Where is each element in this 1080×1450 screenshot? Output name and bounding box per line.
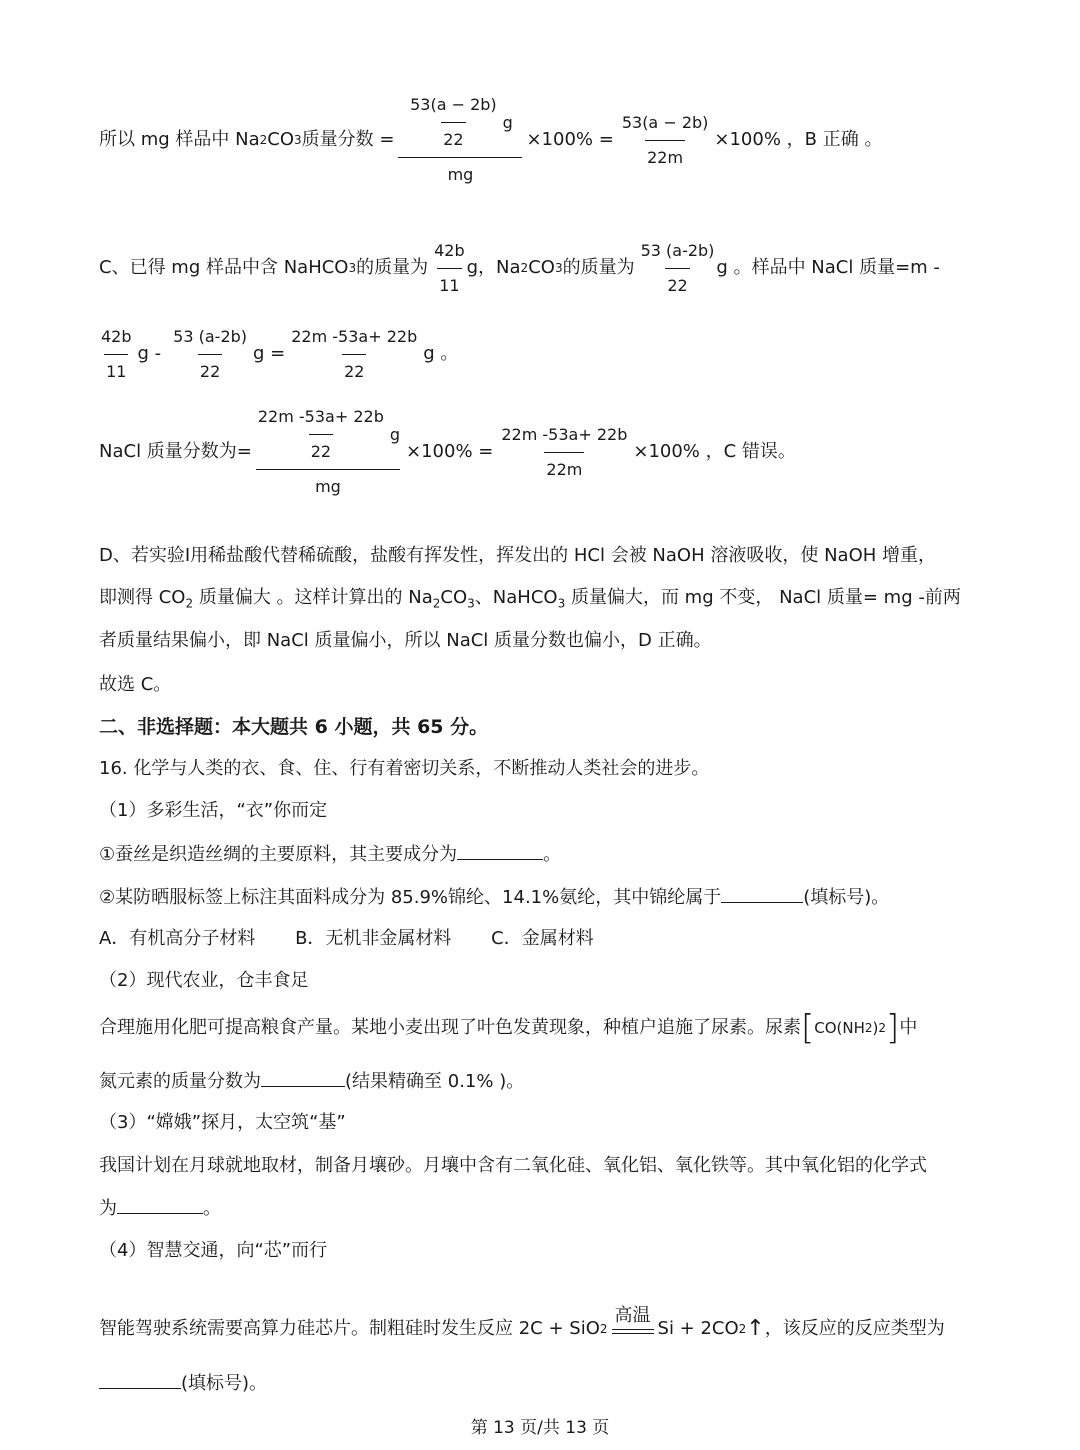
text: (填标号)。 [803, 887, 890, 908]
text: CO [528, 257, 555, 278]
sub: 2 [520, 261, 529, 275]
answer-blank[interactable] [457, 841, 543, 860]
den: 22 [309, 434, 333, 465]
text: 智能驾驶系统需要高算力硅芯片。制粗硅时发生反应 2C + SiO [99, 1318, 600, 1339]
option-a: A．有机高分子材料 [99, 928, 256, 949]
text: g = [253, 343, 286, 364]
text: 中 [899, 1017, 918, 1038]
den: 22 [342, 354, 366, 385]
option-b: B．无机非金属材料 [295, 928, 452, 949]
sub: 2 [864, 1021, 873, 1035]
sub: 2 [432, 596, 441, 611]
text: 的质量为 [562, 257, 635, 278]
text: (结果精确至 0.1% )。 [345, 1071, 525, 1092]
formula: CO(NH [814, 1019, 865, 1037]
reaction-condition [612, 1303, 654, 1342]
sub: 2 [878, 1021, 887, 1035]
num: 22m -53a+ 22b [257, 407, 384, 426]
text: ①蚕丝是织造丝绸的主要原料，其主要成分为 [99, 844, 458, 865]
question-16: 16. 化学与人类的衣、食、住、行有着密切关系，不断推动人类社会的进步。 [99, 758, 710, 779]
text: 的质量为 [356, 257, 429, 278]
num: 22m -53a+ 22b [291, 326, 418, 346]
times: ×100% = [406, 441, 494, 462]
part-2-text2 [99, 1068, 524, 1095]
den: 22 [441, 122, 465, 153]
fraction [432, 238, 467, 299]
text: 质量偏大，而 mg 不变， NaCl 质量= mg -前两 [565, 587, 961, 608]
part-3-text2 [99, 1195, 221, 1222]
text: CO [267, 129, 295, 150]
text: g - [137, 343, 162, 364]
sub: 3 [467, 596, 475, 611]
text: 。 [203, 1198, 221, 1219]
bracket-left: [ [801, 1008, 815, 1048]
fraction [639, 238, 717, 299]
sub: 2 [599, 1322, 608, 1336]
answer-blank[interactable] [117, 1195, 203, 1214]
num: 53(a − 2b) [410, 95, 497, 114]
text: 即测得 CO [99, 587, 186, 608]
text: 、NaHCO [474, 587, 558, 608]
part-1-a [99, 841, 561, 868]
sub: 3 [348, 261, 357, 275]
num: 53(a − 2b) [621, 112, 709, 132]
part-1-title: （1）多彩生活，“衣”你而定 [99, 800, 328, 821]
block-c2-line [99, 407, 796, 496]
part-2-title: （2）现代农业，仓丰食足 [99, 970, 309, 991]
sub: 2 [738, 1322, 747, 1336]
fraction-complex [398, 92, 522, 188]
text: 质量偏大 。这样计算出的 Na [193, 587, 433, 608]
option-c: C．金属材料 [491, 928, 594, 949]
answer-blank[interactable] [261, 1068, 345, 1087]
fraction-complex [254, 404, 402, 500]
den: mg [256, 469, 400, 500]
condition-text: 高温 [614, 1305, 651, 1326]
up-arrow-icon: ↑ [746, 1316, 765, 1341]
fraction [499, 422, 629, 483]
block-b-prefix: 所以 mg 样品中 Na [99, 129, 260, 150]
part-4-title: （4）智慧交通，向“芯”而行 [99, 1240, 328, 1261]
text: 氮元素的质量分数为 [99, 1071, 261, 1092]
text: ，该反应的反应类型为 [764, 1318, 945, 1339]
times: ×100% = [526, 129, 614, 150]
text: 合理施用化肥可提高粮食产量。某地小麦出现了叶色发黄现象，种植户追施了尿素。尿素 [99, 1017, 801, 1038]
sub: 3 [294, 133, 302, 147]
text: CO [440, 587, 468, 608]
block-b-line [99, 95, 883, 184]
answer-line: 故选 C。 [99, 674, 172, 695]
block-d-line3: 者质量结果偏小，即 NaCl 质量偏小，所以 NaCl 质量分数也偏小，D 正确。 [99, 630, 712, 651]
times: ×100% ，B 正确 。 [714, 129, 883, 150]
text: 。 [543, 844, 562, 865]
text: C、已得 mg 样品中含 NaHCO [99, 257, 349, 278]
den: 11 [437, 268, 461, 299]
sub: 2 [259, 133, 268, 147]
section-heading: 二、非选择题：本大题共 6 小题，共 65 分。 [99, 716, 489, 738]
num: 53 (a-2b) [640, 240, 715, 260]
num: 42b [434, 240, 465, 260]
text: ②某防晒服标签上标注其面料成分为 85.9%锦纶、14.1%氨纶，其中锦纶属于 [99, 887, 722, 908]
num: 42b [101, 326, 132, 346]
den: 22 [198, 354, 222, 385]
num: 22m -53a+ 22b [501, 424, 628, 444]
unit-g: g [502, 112, 513, 132]
text: g 。 [423, 343, 459, 364]
sub: 3 [557, 596, 566, 611]
fraction [620, 110, 711, 171]
answer-blank[interactable] [721, 884, 803, 903]
block-d-line1: D、若实验Ⅰ用稀盐酸代替稀硫酸，盐酸有挥发性，挥发出的 HCl 会被 NaOH 溶液吸收，使 NaOH 增重， [99, 545, 936, 566]
den: 22m [645, 140, 685, 171]
den: 22m [544, 452, 584, 483]
times: ×100% ，C 错误。 [633, 441, 796, 462]
num: 53 (a-2b) [173, 326, 248, 346]
den: 22 [665, 268, 689, 299]
text: 质量分数 = [301, 129, 395, 150]
unit-g: g [389, 424, 401, 444]
text: g，Na [466, 257, 521, 278]
page-footer: 第 13 页/共 13 页 [470, 1418, 610, 1438]
fraction [171, 324, 249, 385]
part-2-text [99, 1008, 917, 1048]
text: g 。样品中 NaCl 质量=m - [716, 257, 940, 278]
den: mg [398, 157, 522, 188]
part-4-last [99, 1370, 267, 1397]
part-3-text: 我国计划在月球就地取材，制备月壤砂。月壤中含有二氧化硅、氧化铝、氧化铁等。其中氧化铝的化学式 [99, 1155, 927, 1176]
equals-sign [612, 1329, 654, 1334]
block-d-line2 [99, 585, 961, 617]
text: (填标号)。 [181, 1373, 268, 1394]
text: Si + 2CO [657, 1318, 739, 1339]
fraction [289, 324, 419, 385]
answer-blank[interactable] [99, 1370, 181, 1389]
part-3-title: （3）“嫦娥”探月，太空筑“基” [99, 1112, 346, 1133]
text: 为 [99, 1198, 117, 1219]
text: NaCl 质量分数为= [99, 441, 252, 462]
part-4-text [99, 1280, 945, 1342]
block-c-line2 [99, 326, 458, 382]
part-1-b [99, 884, 889, 911]
block-c-line1 [99, 240, 940, 296]
fraction [99, 324, 134, 385]
den: 11 [104, 354, 128, 385]
sub: 3 [554, 261, 563, 275]
formula: ) [872, 1019, 879, 1037]
sub: 2 [185, 596, 194, 611]
bracket-right: ] [886, 1008, 900, 1048]
options-line [99, 926, 594, 952]
